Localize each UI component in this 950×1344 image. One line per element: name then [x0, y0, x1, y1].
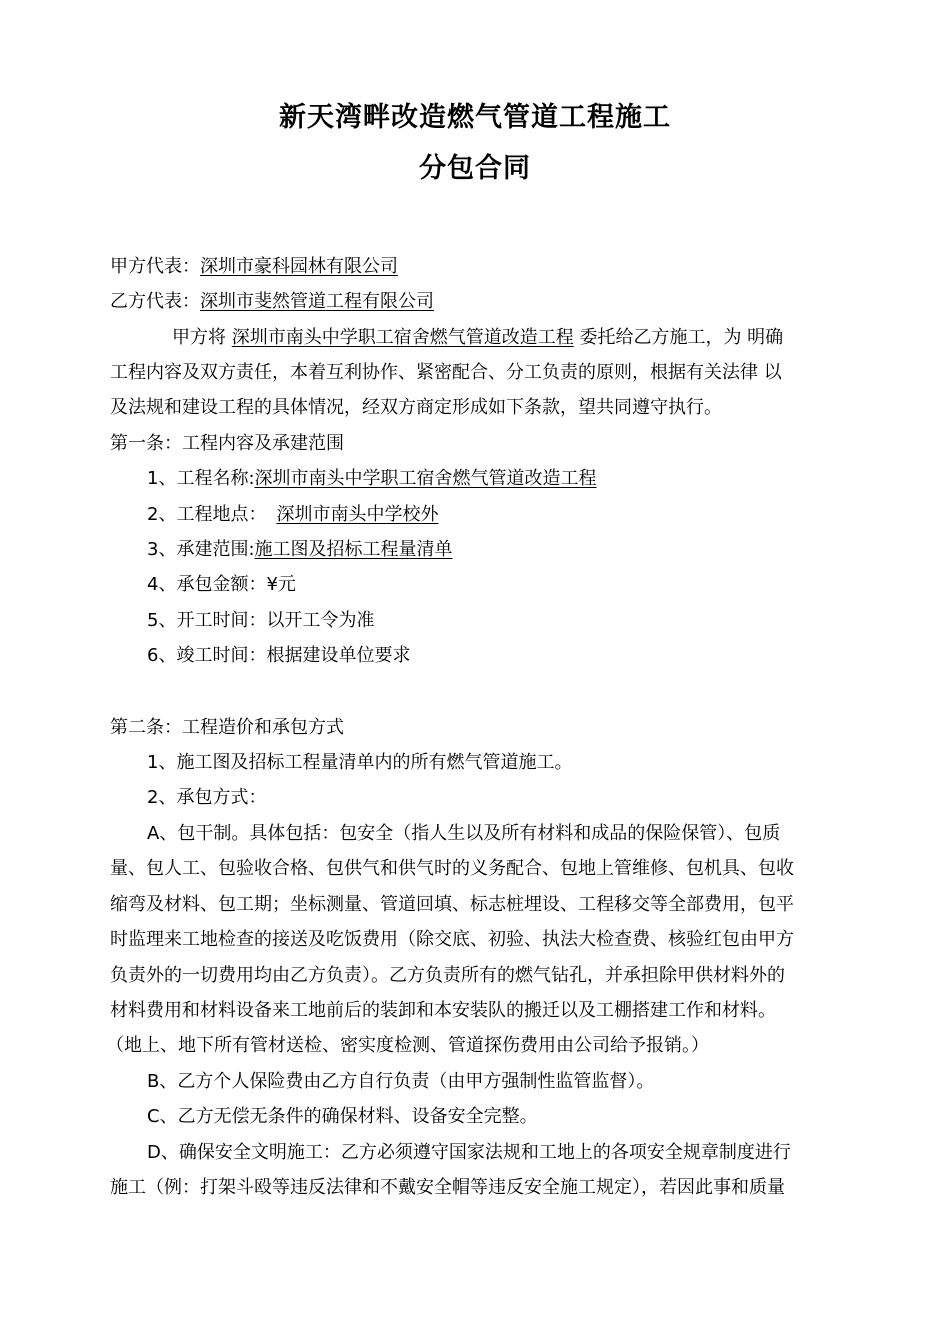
- item-3-label: 3、承建范围:: [147, 539, 255, 560]
- article-1-item-3: [147, 538, 453, 562]
- item-3-value: 施工图及招标工程量清单: [254, 539, 453, 560]
- article-2-item-1: 1、施工图及招标工程量清单内的所有燃气管道施工。: [147, 752, 573, 773]
- para-a-line-6: 材料费用和材料设备来工地前后的装卸和本安装队的搬迁以及工棚搭建工作和材料。: [110, 1000, 776, 1021]
- party-b-line: [110, 290, 434, 314]
- article-2-item-2: 2、承包方式：: [147, 787, 267, 808]
- item-2-label: 2、工程地点：: [147, 504, 267, 525]
- article-1-item-5: 5、开工时间：以开工令为准: [147, 610, 375, 631]
- document-title: 新天湾畔改造燃气管道工程施工: [279, 102, 671, 133]
- party-a-line: [110, 255, 398, 279]
- party-a-name: 深圳市豪科园林有限公司: [200, 256, 398, 277]
- para-a-line-1: A、包干制。具体包括：包安全（指人生以及所有材料和成品的保险保管）、包质: [147, 823, 781, 844]
- article-1-item-6: 6、竣工时间：根据建设单位要求: [147, 645, 411, 666]
- article-1-item-4: 4、承包金额：¥元: [147, 574, 296, 595]
- article-1-heading: 第一条：工程内容及承建范围: [110, 433, 344, 454]
- party-a-label: 甲方代表：: [110, 256, 200, 277]
- para-a-line-5: 负责外的一切费用均由乙方负责）。乙方负责所有的燃气钻孔，并承担除甲供材料外的: [110, 965, 785, 986]
- para-b: B、乙方个人保险费由乙方自行负责（由甲方强制性监管监督）。: [147, 1071, 655, 1092]
- intro-line-1-rest: 委托给乙方施工，为 明确: [573, 327, 784, 348]
- para-d-line-2: 施工（例：打架斗殴等违反法律和不戴安全帽等违反安全施工规定），若因此事和质量: [110, 1177, 785, 1198]
- article-1-item-1: [147, 467, 597, 491]
- intro-line-1: [172, 326, 783, 350]
- para-a-line-4: 时监理来工地检查的接送及吃饭费用（除交底、初验、执法大检查费、核验红包由甲方: [110, 929, 794, 950]
- intro-project-name: 深圳市南头中学职工宿舍燃气管道改造工程: [231, 327, 574, 348]
- item-1-label: 1、工程名称:: [147, 468, 255, 489]
- party-b-name: 深圳市斐然管道工程有限公司: [200, 291, 434, 312]
- intro-line-3: 及法规和建设工程的具体情况，经双方商定形成如下条款，望共同遵守执行。: [110, 397, 722, 418]
- intro-prefix: 甲方将: [172, 327, 232, 348]
- para-a-line-2: 量、包人工、包验收合格、包供气和供气时的义务配合、包地上管维修、包机具、包收: [110, 858, 794, 879]
- para-a-line-7: （地上、地下所有管材送检、密实度检测、管道探伤费用由公司给予报销。）: [106, 1035, 709, 1056]
- party-b-label: 乙方代表：: [110, 291, 200, 312]
- article-1-item-2: [147, 503, 438, 527]
- para-d-line-1: D、确保安全文明施工：乙方必须遵守国家法规和工地上的各项安全规章制度进行: [147, 1142, 791, 1163]
- item-1-value: 深圳市南头中学职工宿舍燃气管道改造工程: [254, 468, 597, 489]
- document-subtitle: 分包合同: [419, 153, 531, 184]
- para-a-line-3: 缩弯及材料、包工期；坐标测量、管道回填、标志桩埋设、工程移交等全部费用，包平: [110, 894, 794, 915]
- para-c: C、乙方无偿无条件的确保材料、设备安全完整。: [147, 1106, 538, 1127]
- intro-line-2: 工程内容及双方责任，本着互利协作、紧密配合、分工负责的原则，根据有关法律 以: [110, 362, 782, 383]
- article-2-heading: 第二条：工程造价和承包方式: [110, 717, 344, 738]
- item-2-value: 深圳市南头中学校外: [276, 504, 439, 525]
